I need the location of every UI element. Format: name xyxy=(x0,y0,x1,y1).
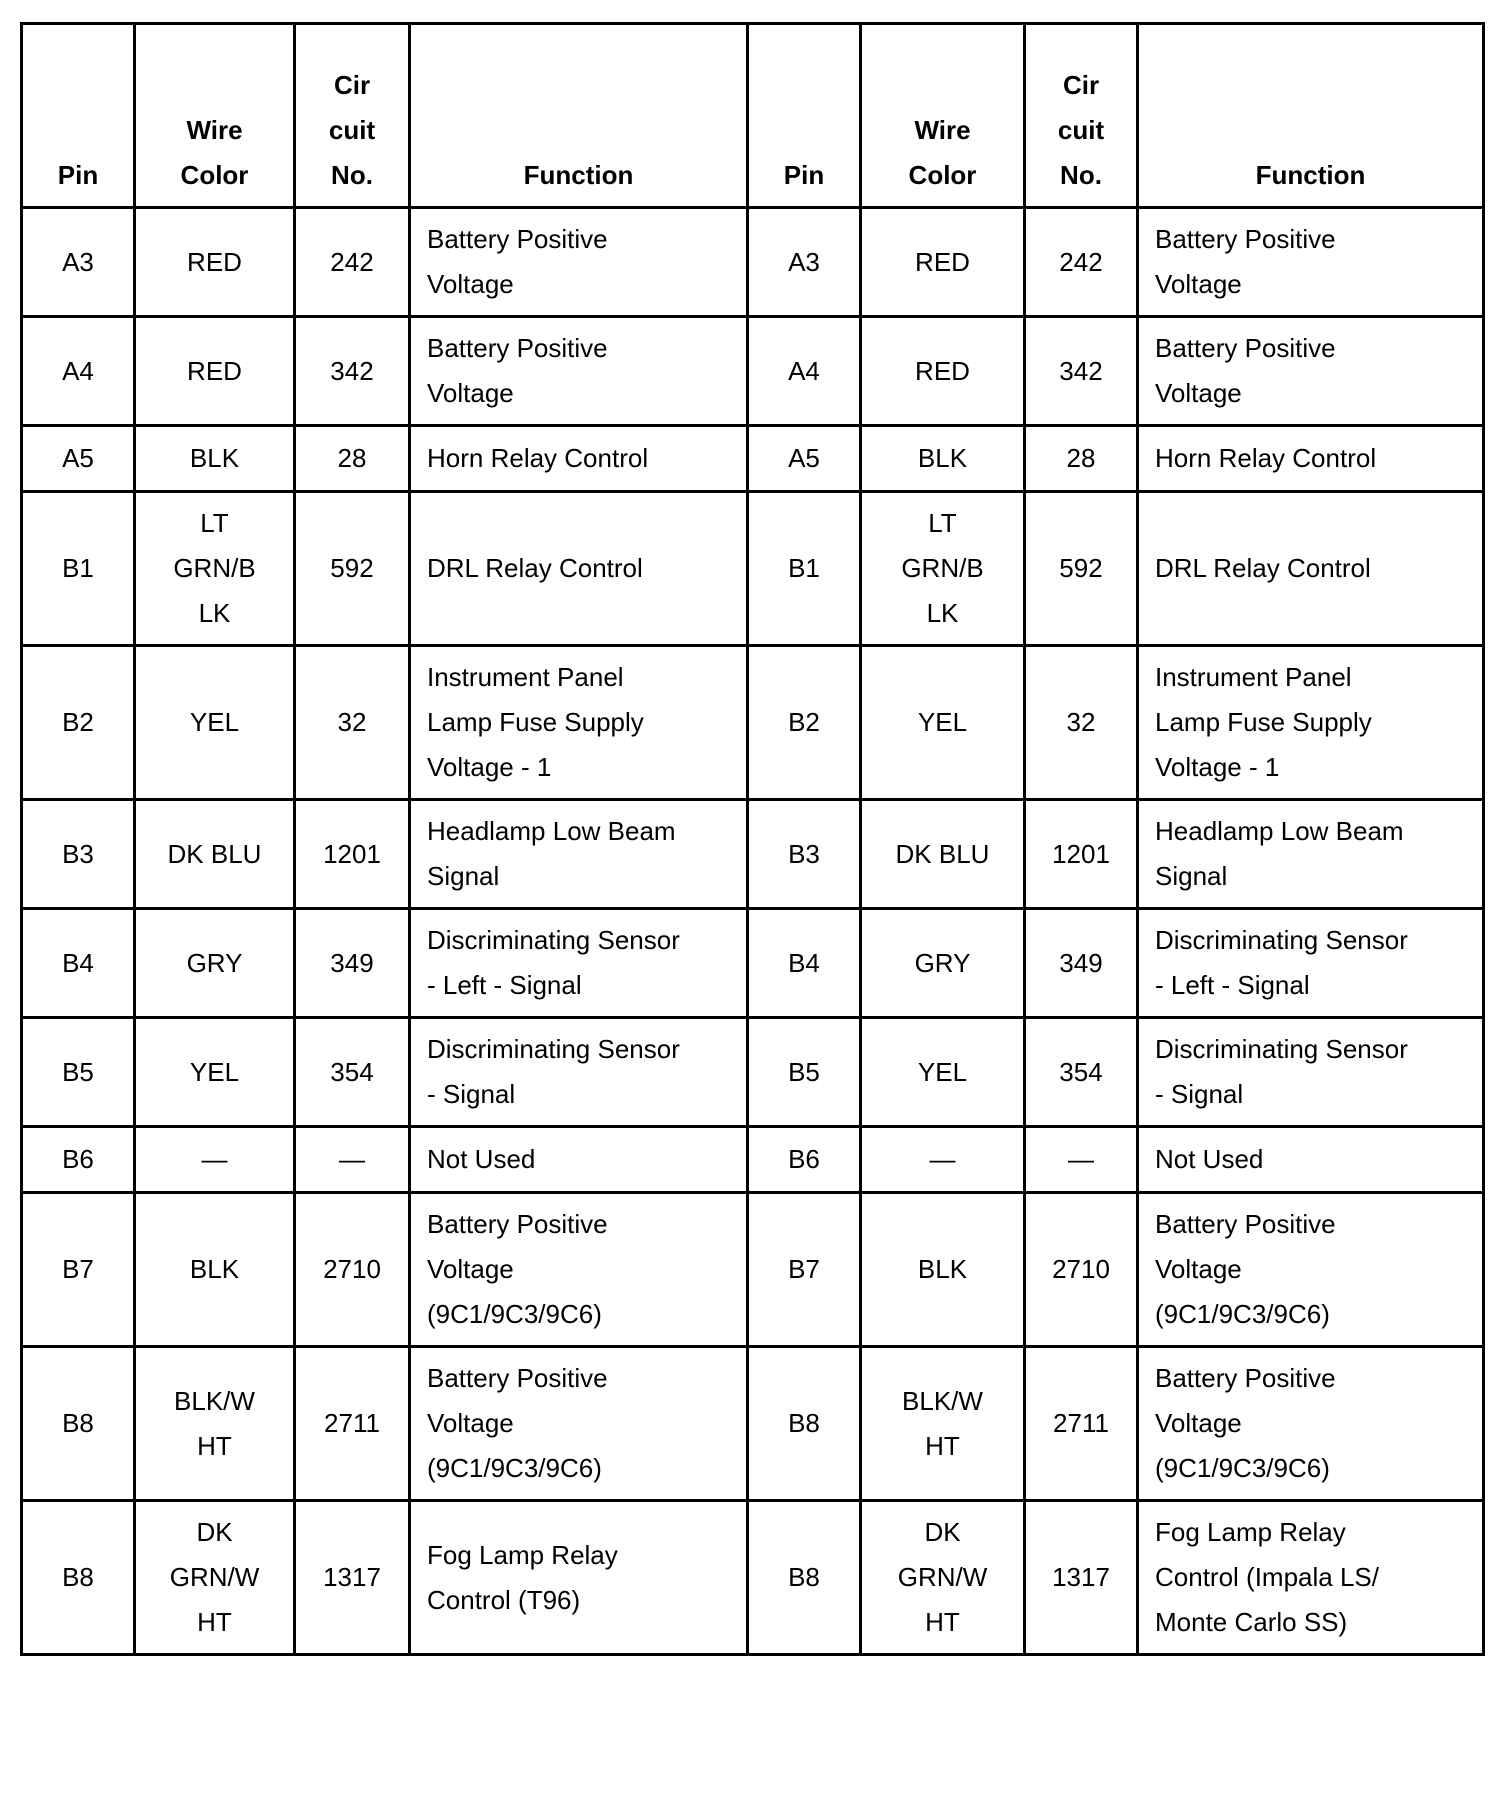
pin-cell-right: B5 xyxy=(748,1018,861,1127)
circuit-no-cell-right: 32 xyxy=(1025,646,1138,800)
table-row xyxy=(22,492,1484,646)
wire-color-cell-left: DK GRN/W HT xyxy=(135,1501,295,1655)
pin-cell-left: B8 xyxy=(22,1347,135,1501)
pin-cell-right: B1 xyxy=(748,492,861,646)
wire-color-header-left: Wire Color xyxy=(135,24,295,208)
pin-cell-left: B5 xyxy=(22,1018,135,1127)
wire-color-cell-left: RED xyxy=(135,317,295,426)
pin-cell-right: B8 xyxy=(748,1347,861,1501)
wire-color-cell-right: DK GRN/W HT xyxy=(861,1501,1025,1655)
table-row xyxy=(22,1193,1484,1347)
function-cell-right: Not Used xyxy=(1138,1127,1484,1193)
function-cell-left: Battery Positive Voltage xyxy=(410,208,748,317)
circuit-no-cell-right: 2711 xyxy=(1025,1347,1138,1501)
function-cell-right: Headlamp Low Beam Signal xyxy=(1138,800,1484,909)
table-body xyxy=(22,208,1484,1655)
wire-color-cell-left: GRY xyxy=(135,909,295,1018)
circuit-no-cell-left: 242 xyxy=(295,208,410,317)
circuit-no-cell-left: 349 xyxy=(295,909,410,1018)
wire-color-cell-left: BLK/W HT xyxy=(135,1347,295,1501)
table-row xyxy=(22,317,1484,426)
pin-cell-right: B6 xyxy=(748,1127,861,1193)
function-header-right: Function xyxy=(1138,24,1484,208)
function-cell-left: DRL Relay Control xyxy=(410,492,748,646)
pin-cell-right: A4 xyxy=(748,317,861,426)
wire-color-cell-left: YEL xyxy=(135,646,295,800)
circuit-no-cell-right: 342 xyxy=(1025,317,1138,426)
function-cell-right: Battery Positive Voltage (9C1/9C3/9C6) xyxy=(1138,1347,1484,1501)
function-cell-right: Horn Relay Control xyxy=(1138,426,1484,492)
circuit-no-cell-left: 1201 xyxy=(295,800,410,909)
table-row xyxy=(22,1127,1484,1193)
pin-cell-left: B7 xyxy=(22,1193,135,1347)
pin-cell-left: B6 xyxy=(22,1127,135,1193)
circuit-no-cell-right: 242 xyxy=(1025,208,1138,317)
function-cell-left: Discriminating Sensor - Signal xyxy=(410,1018,748,1127)
table-row xyxy=(22,426,1484,492)
wire-color-cell-right: BLK xyxy=(861,1193,1025,1347)
circuit-no-cell-right: 1201 xyxy=(1025,800,1138,909)
pin-header-right: Pin xyxy=(748,24,861,208)
table-row xyxy=(22,1347,1484,1501)
pin-cell-right: A5 xyxy=(748,426,861,492)
function-cell-left: Not Used xyxy=(410,1127,748,1193)
function-cell-left: Battery Positive Voltage (9C1/9C3/9C6) xyxy=(410,1193,748,1347)
function-cell-right: Battery Positive Voltage xyxy=(1138,208,1484,317)
pin-cell-left: B4 xyxy=(22,909,135,1018)
function-cell-left: Instrument Panel Lamp Fuse Supply Voltage - 1 xyxy=(410,646,748,800)
circuit-no-cell-left: 592 xyxy=(295,492,410,646)
pin-cell-left: B3 xyxy=(22,800,135,909)
pin-cell-left: A5 xyxy=(22,426,135,492)
wire-color-cell-left: DK BLU xyxy=(135,800,295,909)
circuit-no-cell-left: 2711 xyxy=(295,1347,410,1501)
function-cell-right: DRL Relay Control xyxy=(1138,492,1484,646)
wire-color-cell-right: RED xyxy=(861,208,1025,317)
function-cell-left: Headlamp Low Beam Signal xyxy=(410,800,748,909)
circuit-no-cell-right: — xyxy=(1025,1127,1138,1193)
wire-color-cell-right: DK BLU xyxy=(861,800,1025,909)
header-row xyxy=(22,24,1484,208)
wire-color-cell-right: RED xyxy=(861,317,1025,426)
function-cell-left: Fog Lamp Relay Control (T96) xyxy=(410,1501,748,1655)
circuit-no-header-left: Cir cuit No. xyxy=(295,24,410,208)
function-cell-right: Fog Lamp Relay Control (Impala LS/ Monte Carlo SS) xyxy=(1138,1501,1484,1655)
wire-color-cell-left: BLK xyxy=(135,1193,295,1347)
table-row xyxy=(22,1018,1484,1127)
pin-cell-right: B3 xyxy=(748,800,861,909)
connector-pinout-table xyxy=(20,22,1485,1656)
wire-color-cell-left: LT GRN/B LK xyxy=(135,492,295,646)
circuit-no-cell-left: 342 xyxy=(295,317,410,426)
function-header-left: Function xyxy=(410,24,748,208)
circuit-no-cell-left: 1317 xyxy=(295,1501,410,1655)
wire-color-header-right: Wire Color xyxy=(861,24,1025,208)
function-cell-right: Discriminating Sensor - Signal xyxy=(1138,1018,1484,1127)
wire-color-cell-right: BLK xyxy=(861,426,1025,492)
pin-cell-left: B1 xyxy=(22,492,135,646)
function-cell-left: Horn Relay Control xyxy=(410,426,748,492)
circuit-no-cell-left: 28 xyxy=(295,426,410,492)
pin-cell-left: B2 xyxy=(22,646,135,800)
table-row xyxy=(22,909,1484,1018)
wire-color-cell-right: BLK/W HT xyxy=(861,1347,1025,1501)
function-cell-right: Discriminating Sensor - Left - Signal xyxy=(1138,909,1484,1018)
circuit-no-cell-right: 1317 xyxy=(1025,1501,1138,1655)
circuit-no-cell-right: 592 xyxy=(1025,492,1138,646)
circuit-no-cell-right: 354 xyxy=(1025,1018,1138,1127)
wire-color-cell-right: YEL xyxy=(861,1018,1025,1127)
circuit-no-cell-left: 32 xyxy=(295,646,410,800)
pin-header-left: Pin xyxy=(22,24,135,208)
table-row xyxy=(22,646,1484,800)
circuit-no-cell-left: 354 xyxy=(295,1018,410,1127)
function-cell-right: Instrument Panel Lamp Fuse Supply Voltage - 1 xyxy=(1138,646,1484,800)
pin-cell-right: B4 xyxy=(748,909,861,1018)
wire-color-cell-right: — xyxy=(861,1127,1025,1193)
wire-color-cell-right: LT GRN/B LK xyxy=(861,492,1025,646)
wire-color-cell-left: — xyxy=(135,1127,295,1193)
function-cell-right: Battery Positive Voltage (9C1/9C3/9C6) xyxy=(1138,1193,1484,1347)
function-cell-right: Battery Positive Voltage xyxy=(1138,317,1484,426)
circuit-no-cell-left: — xyxy=(295,1127,410,1193)
function-cell-left: Battery Positive Voltage (9C1/9C3/9C6) xyxy=(410,1347,748,1501)
wire-color-cell-left: YEL xyxy=(135,1018,295,1127)
pin-cell-right: B2 xyxy=(748,646,861,800)
table-row xyxy=(22,800,1484,909)
table-row xyxy=(22,208,1484,317)
pin-cell-left: A3 xyxy=(22,208,135,317)
circuit-no-header-right: Cir cuit No. xyxy=(1025,24,1138,208)
circuit-no-cell-right: 2710 xyxy=(1025,1193,1138,1347)
circuit-no-cell-left: 2710 xyxy=(295,1193,410,1347)
pin-cell-right: B8 xyxy=(748,1501,861,1655)
function-cell-left: Battery Positive Voltage xyxy=(410,317,748,426)
wire-color-cell-right: GRY xyxy=(861,909,1025,1018)
circuit-no-cell-right: 28 xyxy=(1025,426,1138,492)
table-row xyxy=(22,1501,1484,1655)
pin-cell-left: A4 xyxy=(22,317,135,426)
function-cell-left: Discriminating Sensor - Left - Signal xyxy=(410,909,748,1018)
pin-cell-right: A3 xyxy=(748,208,861,317)
wire-color-cell-right: YEL xyxy=(861,646,1025,800)
wire-color-cell-left: RED xyxy=(135,208,295,317)
pin-cell-left: B8 xyxy=(22,1501,135,1655)
pin-cell-right: B7 xyxy=(748,1193,861,1347)
wire-color-cell-left: BLK xyxy=(135,426,295,492)
circuit-no-cell-right: 349 xyxy=(1025,909,1138,1018)
